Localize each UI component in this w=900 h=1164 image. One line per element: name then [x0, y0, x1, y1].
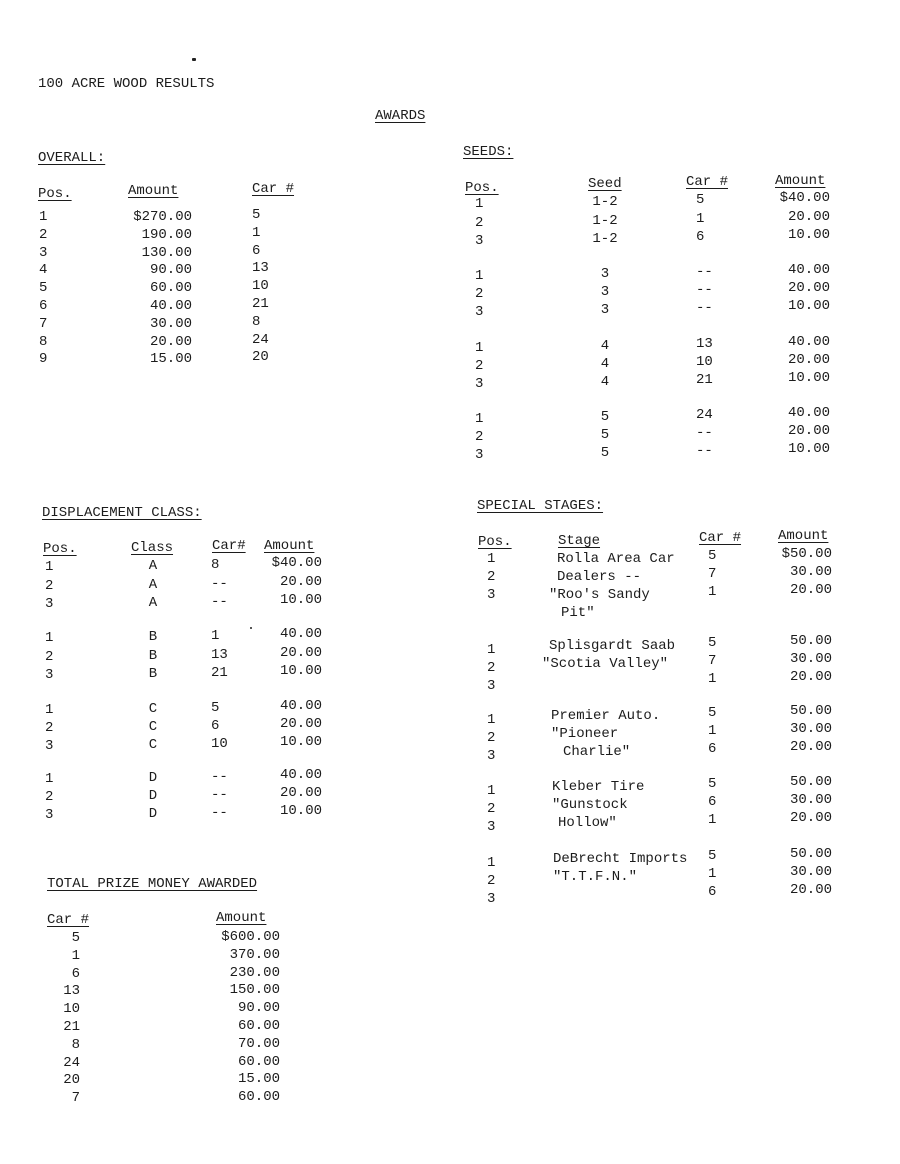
displacement-class: C	[148, 701, 158, 717]
seeds-seed: 5	[600, 427, 610, 443]
special-pos: 3	[487, 819, 496, 835]
displacement-pos: 2	[45, 578, 54, 594]
displacement-header-car: Car#	[212, 538, 246, 554]
special-amount: 30.00	[789, 651, 832, 667]
seeds-header-car: Car #	[686, 174, 729, 190]
displacement-class: B	[148, 666, 158, 682]
overall-car: 5	[252, 207, 261, 223]
overall-car: 6	[252, 242, 261, 259]
seeds-seed: 5	[600, 445, 610, 461]
overall-pos: 4	[39, 262, 48, 279]
seeds-car: 21	[696, 372, 713, 388]
seeds-amount: 20.00	[787, 280, 830, 296]
special-amount: 30.00	[789, 792, 832, 808]
special-car: 6	[708, 794, 717, 810]
displacement-amount: 20.00	[279, 716, 322, 732]
special-pos: 1	[487, 642, 496, 658]
special-pos: 1	[487, 551, 496, 567]
overall-pos: 7	[39, 315, 48, 332]
special-stage: Pit"	[561, 605, 595, 621]
total-amount: 370.00	[229, 946, 280, 963]
displacement-amount: 20.00	[279, 574, 322, 590]
seeds-pos: 1	[475, 268, 484, 284]
seeds-header-seed: Seed	[588, 176, 622, 192]
displacement-header-class: Class	[131, 540, 174, 556]
displacement-car: --	[211, 787, 228, 803]
special-stages-label: SPECIAL STAGES:	[477, 498, 604, 514]
total-car: 1	[71, 947, 80, 964]
displacement-header-amount: Amount	[264, 538, 315, 554]
special-car: 5	[708, 705, 717, 721]
special-stage: Charlie"	[563, 744, 631, 760]
overall-car: 20	[252, 349, 269, 366]
displacement-amount: $40.00	[271, 555, 322, 571]
displacement-class: C	[148, 737, 158, 753]
displacement-pos: 3	[45, 738, 54, 754]
special-car: 7	[708, 653, 717, 669]
special-pos: 3	[487, 891, 496, 907]
seeds-car: --	[696, 282, 713, 298]
seeds-car: 24	[696, 407, 713, 423]
seeds-seed: 1-2	[592, 231, 618, 247]
overall-amount: 130.00	[141, 244, 192, 261]
seeds-pos: 2	[475, 429, 484, 445]
special-pos: 2	[487, 730, 496, 746]
special-amount: 20.00	[789, 739, 832, 755]
seeds-car: --	[696, 264, 713, 280]
special-car: 1	[708, 866, 717, 882]
seeds-pos: 3	[475, 447, 484, 463]
displacement-pos: 2	[45, 649, 54, 665]
displacement-class: B	[148, 629, 158, 645]
special-car: 5	[708, 548, 717, 564]
displacement-label: DISPLACEMENT CLASS:	[42, 505, 202, 521]
displacement-car: 13	[211, 647, 228, 663]
special-header-pos: Pos.	[478, 534, 512, 550]
displacement-amount: 10.00	[279, 803, 322, 819]
special-stage: Splisgardt Saab	[549, 638, 676, 654]
seeds-seed: 1-2	[592, 213, 618, 229]
special-pos: 2	[487, 873, 496, 889]
displacement-amount: 10.00	[279, 663, 322, 679]
displacement-car: 6	[211, 718, 220, 734]
special-amount: 50.00	[789, 846, 832, 862]
special-stage: Kleber Tire	[552, 779, 645, 795]
special-stage: Hollow"	[558, 815, 617, 831]
displacement-amount: 20.00	[279, 785, 322, 801]
special-stage: DeBrecht Imports	[553, 851, 688, 867]
overall-pos: 9	[39, 351, 48, 368]
special-stage: Rolla Area Car	[557, 551, 675, 567]
seeds-seed: 5	[600, 409, 610, 425]
seeds-car: --	[696, 300, 713, 316]
seeds-car: --	[696, 443, 713, 459]
displacement-pos: 2	[45, 720, 54, 736]
special-car: 5	[708, 635, 717, 651]
seeds-seed: 3	[600, 302, 610, 318]
total-prize-label: TOTAL PRIZE MONEY AWARDED	[47, 876, 258, 892]
seeds-seed: 4	[600, 374, 610, 390]
seeds-amount: 20.00	[787, 352, 830, 368]
overall-amount: 190.00	[141, 226, 192, 243]
displacement-amount: 20.00	[279, 645, 322, 661]
special-amount: $50.00	[781, 546, 832, 562]
overall-header-amount: Amount	[128, 183, 179, 199]
seeds-amount: $40.00	[779, 190, 830, 206]
total-amount: 60.00	[237, 1018, 280, 1034]
seeds-amount: 10.00	[787, 370, 830, 386]
special-stage: Dealers --	[557, 569, 642, 585]
special-header-car: Car #	[699, 530, 742, 546]
displacement-pos: 1	[45, 702, 54, 718]
displacement-class: C	[148, 719, 158, 735]
displacement-car: 1	[211, 628, 220, 644]
special-pos: 3	[487, 678, 496, 694]
displacement-pos: 3	[45, 807, 54, 823]
overall-pos: 2	[39, 226, 48, 243]
special-pos: 1	[487, 855, 496, 871]
special-car: 6	[708, 741, 717, 757]
seeds-pos: 1	[475, 340, 484, 356]
special-amount: 50.00	[789, 774, 832, 790]
awards-heading: AWARDS	[375, 108, 426, 124]
overall-pos: 6	[39, 298, 48, 314]
total-car: 20	[63, 1072, 80, 1089]
special-stage: "Gunstock	[552, 797, 628, 813]
total-car: 10	[63, 1001, 80, 1018]
special-amount: 20.00	[789, 669, 832, 685]
seeds-pos: 3	[475, 376, 484, 392]
total-car: 24	[63, 1054, 80, 1071]
overall-pos: 5	[39, 280, 48, 297]
displacement-car: 5	[211, 700, 220, 716]
seeds-seed: 3	[600, 284, 610, 300]
displacement-class: A	[148, 558, 158, 574]
total-amount: 150.00	[229, 982, 280, 999]
displacement-car: 8	[211, 557, 220, 573]
overall-car: 24	[252, 331, 269, 348]
displacement-class: D	[148, 806, 158, 822]
document-title: 100 ACRE WOOD RESULTS	[38, 76, 215, 92]
total-amount: 230.00	[229, 964, 280, 981]
special-header-stage: Stage	[558, 533, 601, 549]
overall-car: 10	[252, 278, 269, 295]
seeds-pos: 2	[475, 286, 484, 302]
special-car: 1	[708, 671, 717, 687]
seeds-car: 6	[696, 229, 705, 245]
special-stage: "T.T.F.N."	[553, 869, 638, 885]
seeds-pos: 1	[475, 411, 484, 427]
special-car: 1	[708, 812, 717, 828]
displacement-amount: 40.00	[279, 767, 322, 783]
displacement-car: 21	[211, 665, 228, 681]
special-amount: 20.00	[789, 810, 832, 826]
seeds-seed: 1-2	[592, 194, 618, 210]
seeds-label: SEEDS:	[463, 144, 514, 160]
seeds-amount: 10.00	[787, 227, 830, 243]
special-pos: 1	[487, 783, 496, 799]
displacement-car: --	[211, 576, 228, 592]
displacement-class: B	[148, 648, 158, 664]
special-header-amount: Amount	[778, 528, 829, 544]
total-car: 6	[71, 965, 80, 982]
seeds-amount: 40.00	[787, 334, 830, 350]
displacement-amount: 40.00	[279, 698, 322, 714]
seeds-car: 1	[696, 211, 705, 227]
total-car: 13	[63, 983, 80, 1000]
overall-car: 1	[252, 224, 261, 241]
seeds-car: --	[696, 425, 713, 441]
special-amount: 30.00	[789, 864, 832, 880]
displacement-header-pos: Pos.	[43, 541, 77, 557]
special-amount: 30.00	[789, 564, 832, 580]
special-amount: 30.00	[789, 721, 832, 737]
special-amount: 50.00	[789, 633, 832, 649]
displacement-amount: 10.00	[279, 592, 322, 608]
special-pos: 2	[487, 569, 496, 585]
seeds-seed: 3	[600, 266, 610, 282]
total-amount: 60.00	[237, 1053, 280, 1070]
total-amount: 60.00	[237, 1089, 280, 1106]
seeds-header-pos: Pos.	[465, 180, 499, 196]
special-pos: 2	[487, 660, 496, 676]
seeds-pos: 3	[475, 233, 484, 249]
displacement-pos: 2	[45, 789, 54, 805]
overall-pos: 8	[39, 333, 48, 350]
seeds-pos: 2	[475, 358, 484, 374]
total-header-car: Car #	[47, 912, 90, 928]
special-stage: Premier Auto.	[551, 708, 661, 724]
seeds-pos: 2	[475, 215, 484, 231]
overall-pos: 3	[39, 244, 48, 261]
displacement-car: --	[211, 594, 228, 610]
special-amount: 50.00	[789, 703, 832, 719]
special-car: 5	[708, 848, 717, 864]
displacement-car: 10	[211, 736, 228, 752]
seeds-amount: 40.00	[787, 262, 830, 278]
special-car: 1	[708, 723, 717, 739]
overall-amount: 20.00	[149, 333, 192, 350]
overall-amount: 30.00	[149, 315, 192, 332]
special-car: 5	[708, 776, 717, 792]
displacement-pos: 3	[45, 667, 54, 683]
special-car: 6	[708, 884, 717, 900]
seeds-amount: 20.00	[787, 209, 830, 225]
special-pos: 3	[487, 748, 496, 764]
special-pos: 2	[487, 801, 496, 817]
seeds-pos: 3	[475, 304, 484, 320]
special-stage: "Roo's Sandy	[549, 587, 650, 603]
seeds-car: 5	[696, 192, 705, 208]
special-amount: 20.00	[789, 582, 832, 598]
displacement-class: D	[148, 770, 158, 786]
special-stage: "Pioneer	[551, 726, 619, 742]
seeds-amount: 10.00	[787, 441, 830, 457]
seeds-car: 13	[696, 336, 713, 352]
special-amount: 20.00	[789, 882, 832, 898]
total-car: 21	[63, 1019, 80, 1035]
displacement-amount: 40.00	[279, 626, 322, 642]
displacement-class: A	[148, 595, 158, 611]
displacement-class: A	[148, 577, 158, 593]
overall-car: 13	[252, 260, 269, 277]
displacement-pos: 1	[45, 559, 54, 575]
displacement-amount: 10.00	[279, 734, 322, 750]
total-amount: 90.00	[237, 1000, 280, 1017]
total-amount: $600.00	[221, 929, 280, 945]
overall-car: 8	[252, 313, 261, 330]
seeds-car: 10	[696, 354, 713, 370]
seeds-amount: 20.00	[787, 423, 830, 439]
special-car: 7	[708, 566, 717, 582]
total-car: 7	[71, 1090, 80, 1107]
overall-amount: 15.00	[149, 351, 192, 368]
special-pos: 3	[487, 587, 496, 603]
displacement-pos: 1	[45, 771, 54, 787]
overall-header-car: Car #	[252, 181, 295, 197]
overall-car: 21	[252, 296, 269, 312]
displacement-pos: 1	[45, 630, 54, 646]
total-car: 5	[71, 930, 80, 946]
seeds-seed: 4	[600, 356, 610, 372]
total-amount: 70.00	[237, 1035, 280, 1052]
displacement-pos: 3	[45, 596, 54, 612]
seeds-seed: 4	[600, 338, 610, 354]
seeds-amount: 10.00	[787, 298, 830, 314]
total-header-amount: Amount	[216, 910, 267, 926]
overall-pos: 1	[39, 209, 48, 225]
displacement-class: D	[148, 788, 158, 804]
overall-amount: 40.00	[149, 298, 192, 314]
overall-label: OVERALL:	[38, 150, 106, 166]
displacement-car: --	[211, 805, 228, 821]
total-amount: 15.00	[237, 1071, 280, 1088]
seeds-amount: 40.00	[787, 405, 830, 421]
total-car: 8	[71, 1036, 80, 1053]
overall-amount: 90.00	[149, 262, 192, 279]
overall-header-pos: Pos.	[38, 186, 72, 202]
overall-amount: $270.00	[133, 209, 192, 225]
special-pos: 1	[487, 712, 496, 728]
displacement-car: --	[211, 769, 228, 785]
special-car: 1	[708, 584, 717, 600]
special-stage: "Scotia Valley"	[542, 656, 669, 672]
ink-speck	[192, 58, 196, 61]
seeds-header-amount: Amount	[775, 173, 826, 189]
overall-amount: 60.00	[149, 280, 192, 297]
seeds-pos: 1	[475, 196, 484, 212]
